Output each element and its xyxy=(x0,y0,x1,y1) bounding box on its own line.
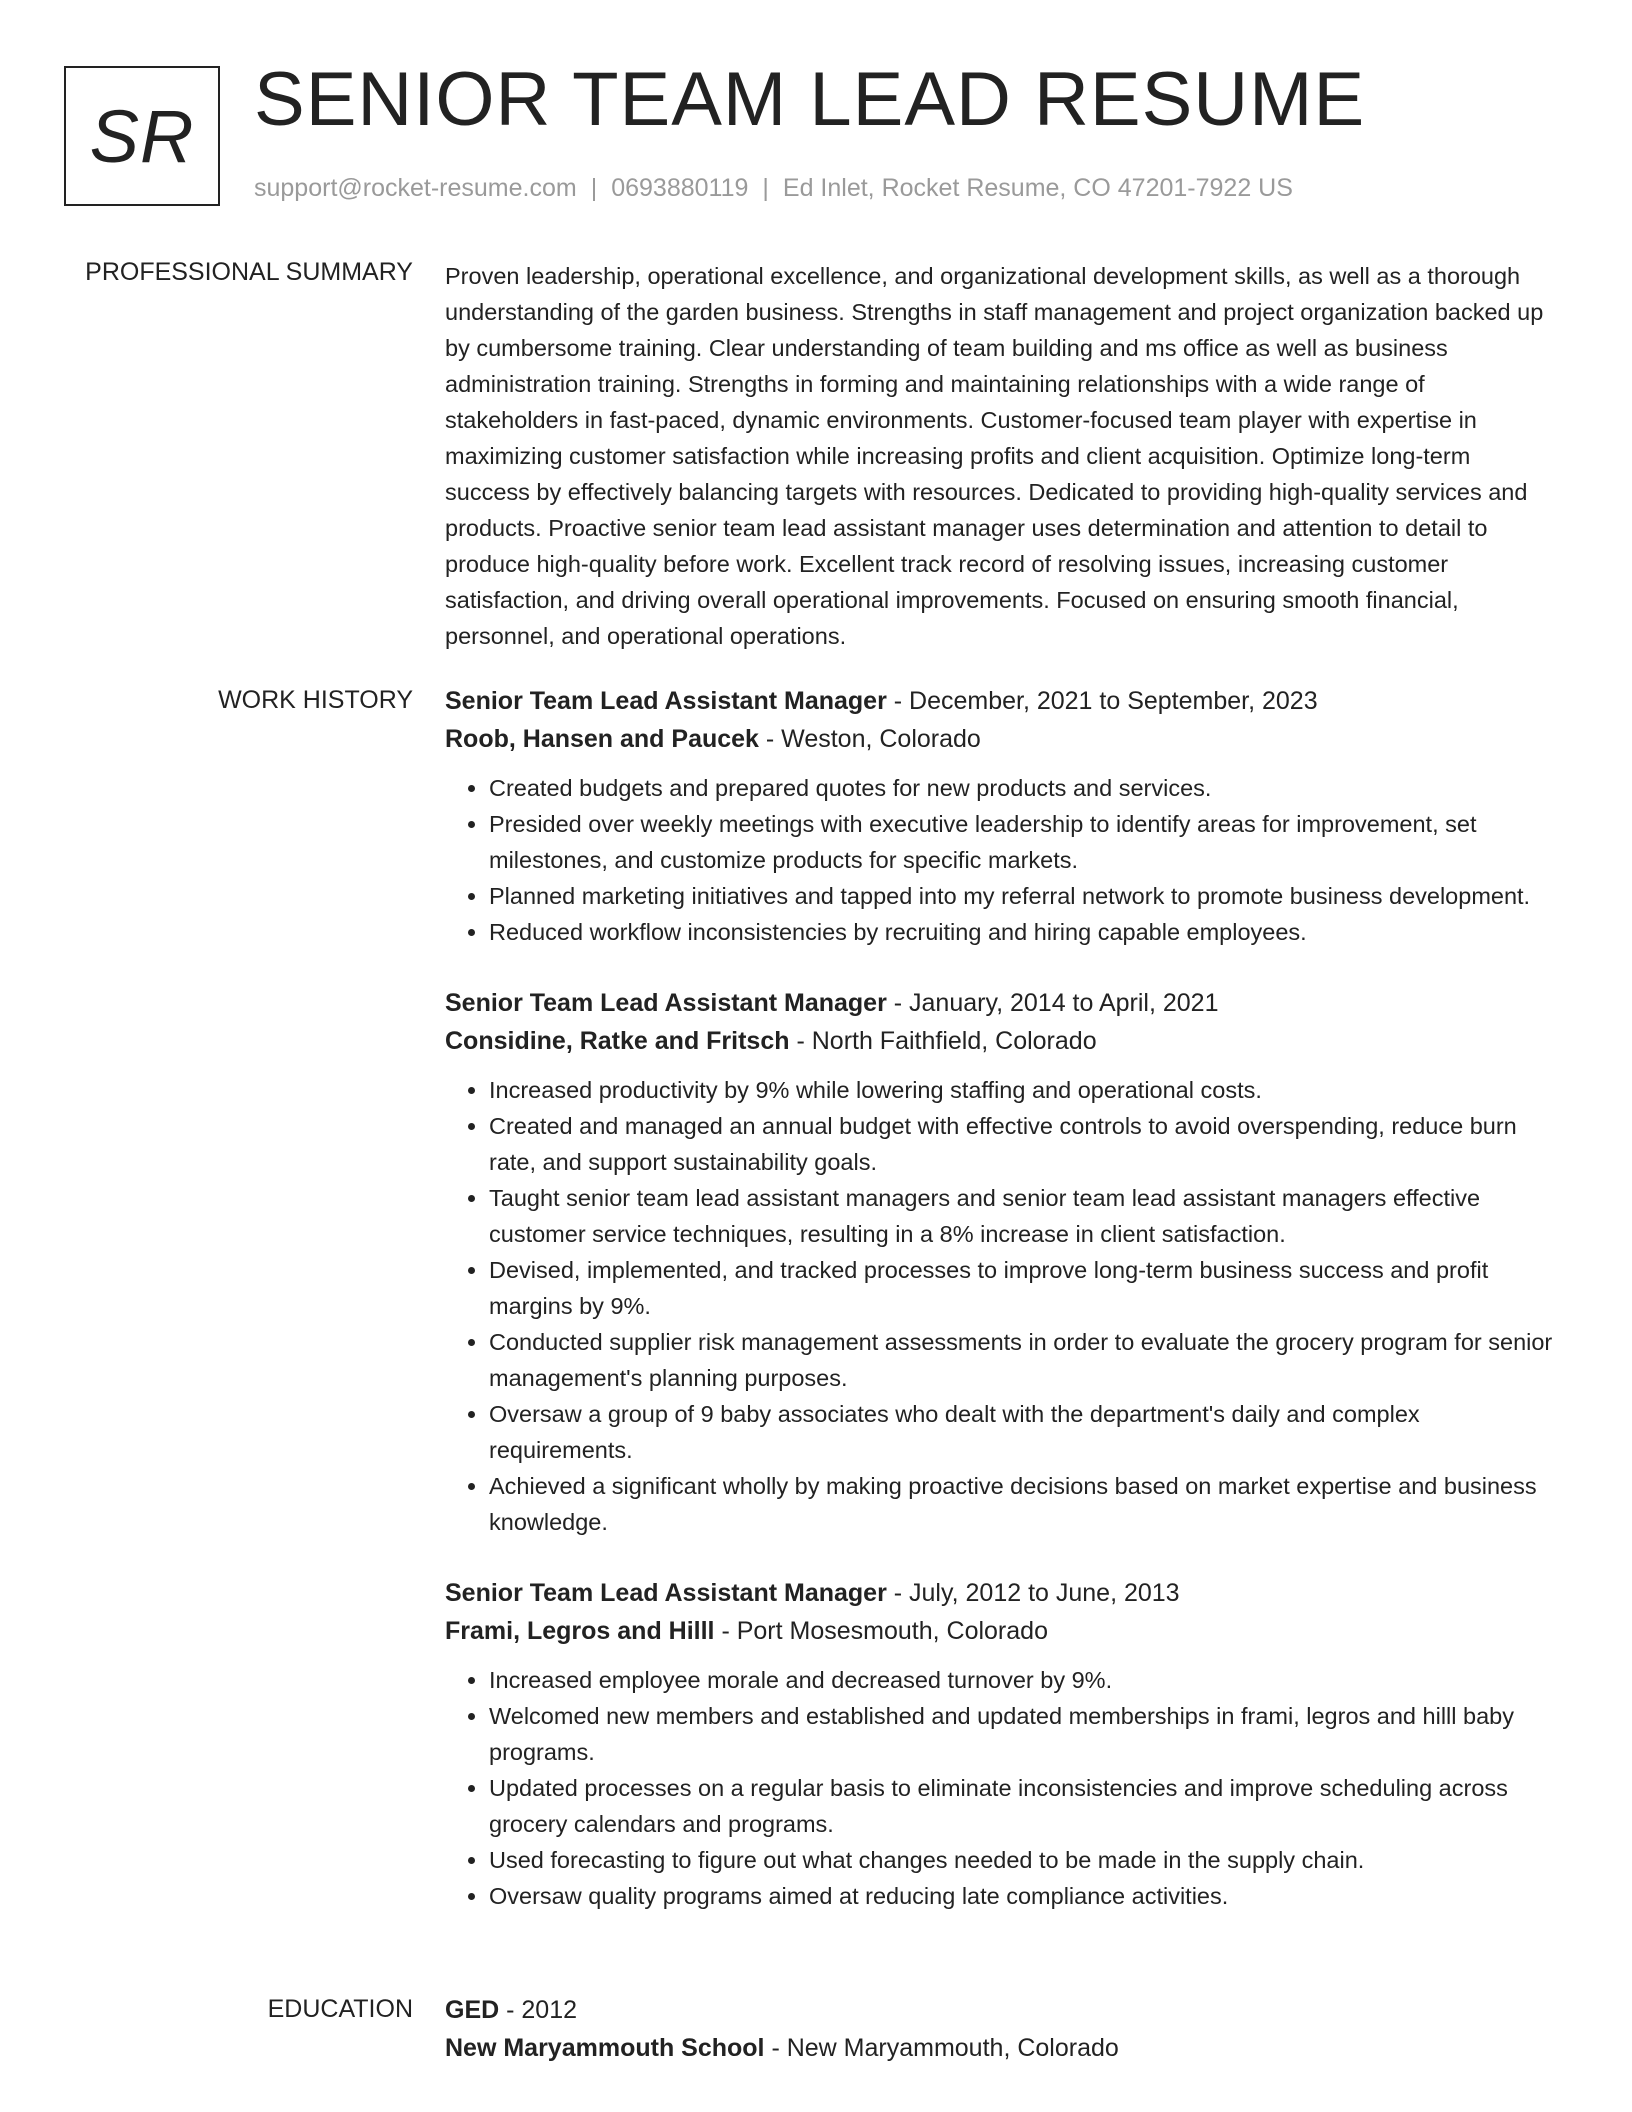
job-bullet: • Taught senior team lead assistant managers and senior team lead assistant managers effective customer service techniques, resulting in a 8% increase in client satisfaction. xyxy=(489,1180,1560,1252)
job-company: Roob, Hansen and Paucek xyxy=(445,725,759,753)
job-company-line xyxy=(445,1612,1560,1650)
education-year: - 2012 xyxy=(499,1996,578,2024)
education-school: New Maryammouth School xyxy=(445,2034,765,2062)
job-bullet: • Used forecasting to figure out what changes needed to be made in the supply chain. xyxy=(489,1842,1560,1878)
job-title-line xyxy=(445,984,1560,1022)
job-bullet: • Devised, implemented, and tracked processes to improve long-term business success and profit margins by 9%. xyxy=(489,1252,1560,1324)
job-title-line xyxy=(445,1574,1560,1612)
job-bullets xyxy=(445,1662,1560,1914)
job-dates: - December, 2021 to September, 2023 xyxy=(886,687,1318,715)
contact-address: Ed Inlet, Rocket Resume, CO 47201-7922 US xyxy=(782,174,1293,202)
job-entry xyxy=(445,1574,1560,1914)
job-company-line xyxy=(445,1022,1560,1060)
contact-separator: | xyxy=(762,174,769,202)
job-location: - Weston, Colorado xyxy=(758,725,981,753)
section-label-education: EDUCATION xyxy=(267,1995,413,2023)
contact-separator: | xyxy=(590,174,598,202)
job-company: Considine, Ratke and Fritsch xyxy=(445,1027,790,1055)
job-title: Senior Team Lead Assistant Manager xyxy=(445,687,887,715)
job-bullet: • Created budgets and prepared quotes for new products and services. xyxy=(489,770,1560,806)
education-location: - New Maryammouth, Colorado xyxy=(764,2034,1119,2062)
section-label-work-history: WORK HISTORY xyxy=(218,686,413,714)
job-bullet: • Conducted supplier risk management assessments in order to evaluate the grocery program for senior management's planning purposes. xyxy=(489,1324,1560,1396)
job-dates: - January, 2014 to April, 2021 xyxy=(886,989,1219,1017)
job-bullet: • Increased employee morale and decreased turnover by 9%. xyxy=(489,1662,1560,1698)
job-entry xyxy=(445,682,1560,950)
job-bullets xyxy=(445,770,1560,950)
job-dates: - July, 2012 to June, 2013 xyxy=(886,1579,1180,1607)
education-degree-line xyxy=(445,1991,1560,2029)
education-school-line xyxy=(445,2029,1560,2067)
job-location: - North Faithfield, Colorado xyxy=(789,1027,1097,1055)
education-body xyxy=(445,1991,1560,2067)
job-location: - Port Mosesmouth, Colorado xyxy=(714,1617,1048,1645)
job-bullets xyxy=(445,1072,1560,1540)
section-label-summary: PROFESSIONAL SUMMARY xyxy=(85,258,413,286)
summary-body xyxy=(445,258,1560,654)
work-history-body xyxy=(445,682,1560,1948)
job-company: Frami, Legros and Hilll xyxy=(445,1617,715,1645)
education-degree: GED xyxy=(445,1996,500,2024)
contact-email[interactable]: support@rocket-resume.com xyxy=(254,174,577,202)
job-bullet: • Reduced workflow inconsistencies by recruiting and hiring capable employees. xyxy=(489,914,1560,950)
job-bullet: • Created and managed an annual budget with effective controls to avoid overspending, reduce burn rate, and support sustainability goals. xyxy=(489,1108,1560,1180)
job-bullet: • Increased productivity by 9% while lowering staffing and operational costs. xyxy=(489,1072,1560,1108)
job-bullet: • Updated processes on a regular basis to eliminate inconsistencies and improve scheduling across grocery calendars and programs. xyxy=(489,1770,1560,1842)
job-bullet: • Planned marketing initiatives and tapped into my referral network to promote business development. xyxy=(489,878,1560,914)
job-company-line xyxy=(445,720,1560,758)
job-entry xyxy=(445,984,1560,1540)
job-bullet: • Achieved a significant wholly by making proactive decisions based on market expertise and business knowledge. xyxy=(489,1468,1560,1540)
job-title-line xyxy=(445,682,1560,720)
contact-phone[interactable]: 0693880119 xyxy=(611,174,749,202)
monogram-logo: SR xyxy=(64,66,220,206)
job-title: Senior Team Lead Assistant Manager xyxy=(445,989,887,1017)
job-bullet: • Welcomed new members and established and updated memberships in frami, legros and hilll baby programs. xyxy=(489,1698,1560,1770)
summary-text: Proven leadership, operational excellence, and organizational development skills, as well as a thorough understanding of the garden business. Strengths in staff management and project organization backed up by cumbersome training. Clear understanding of team building and ms office as well as business administration training. Strengths in forming and maintaining relationships with a wide range of stakeholders in fast-paced, dynamic environments. Customer-focused team player with expertise in maximizing customer satisfaction while increasing profits and client acquisition. Optimize long-term success by effectively balancing targets with resources. Dedicated to providing high-quality services and products. Proactive senior team lead assistant manager uses determination and attention to detail to produce high-quality before work. Excellent track record of resolving issues, increasing customer satisfaction, and driving overall operational improvements. Focused on ensuring smooth financial, personnel, and operational operations. xyxy=(445,263,1544,649)
job-bullet: • Oversaw quality programs aimed at reducing late compliance activities. xyxy=(489,1878,1560,1914)
job-bullet: • Oversaw a group of 9 baby associates who dealt with the department's daily and complex requirements. xyxy=(489,1396,1560,1468)
contact-line xyxy=(254,174,1293,203)
resume-title: SENIOR TEAM LEAD RESUME xyxy=(254,57,1366,142)
job-bullet: • Presided over weekly meetings with executive leadership to identify areas for improvement, set milestones, and customize products for specific markets. xyxy=(489,806,1560,878)
job-title: Senior Team Lead Assistant Manager xyxy=(445,1579,887,1607)
